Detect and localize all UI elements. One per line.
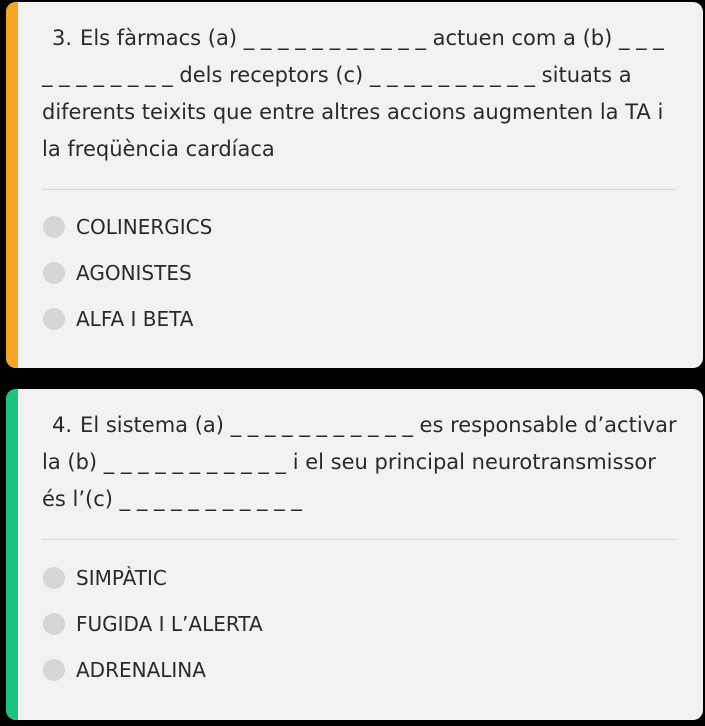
question-card-4 (6, 389, 703, 720)
answer-option-label: ALFA I BETA (76, 307, 194, 331)
answer-option[interactable] (42, 555, 677, 601)
answer-option[interactable] (42, 204, 677, 250)
question-number: 3. (52, 26, 73, 50)
answer-option-label: FUGIDA I L’ALERTA (76, 612, 263, 636)
question-text (42, 20, 679, 168)
answer-option-label: AGONISTES (76, 261, 192, 285)
question-accent-stripe (6, 2, 18, 368)
question-card-3 (6, 2, 703, 368)
radio-button-icon[interactable] (43, 308, 65, 330)
question-number: 4. (52, 413, 73, 437)
radio-button-icon[interactable] (43, 262, 65, 284)
question-accent-stripe (6, 389, 18, 720)
answer-options (42, 204, 677, 342)
question-body: El sistema (a) _ _ _ _ _ _ _ _ _ _ _ es responsable d’activar la (b) _ _ _ _ _ _ _ _ _ _ _ i el seu principal neurotransmissor és l’(c) _ _ _ _ _ _ _ _ _ _ _ (42, 413, 677, 511)
answer-option-label: COLINERGICS (76, 215, 213, 239)
radio-button-icon[interactable] (43, 659, 65, 681)
answer-option-label: SIMPÀTIC (76, 566, 167, 590)
answer-option[interactable] (42, 296, 677, 342)
radio-button-icon[interactable] (43, 216, 65, 238)
radio-button-icon[interactable] (43, 613, 65, 635)
answer-option[interactable] (42, 601, 677, 647)
question-text (42, 407, 679, 518)
divider (42, 189, 677, 190)
answer-option-label: ADRENALINA (76, 658, 206, 682)
question-body: Els fàrmacs (a) _ _ _ _ _ _ _ _ _ _ _ actuen com a (b) _ _ _ _ _ _ _ _ _ _ _ dels receptors (c) _ _ _ _ _ _ _ _ _ _ situats a diferents teixits que entre altres accions augmenten la TA i la freqüència cardíaca (42, 26, 664, 161)
divider (42, 539, 677, 540)
answer-option[interactable] (42, 647, 677, 693)
answer-options (42, 555, 677, 693)
answer-option[interactable] (42, 250, 677, 296)
radio-button-icon[interactable] (43, 567, 65, 589)
